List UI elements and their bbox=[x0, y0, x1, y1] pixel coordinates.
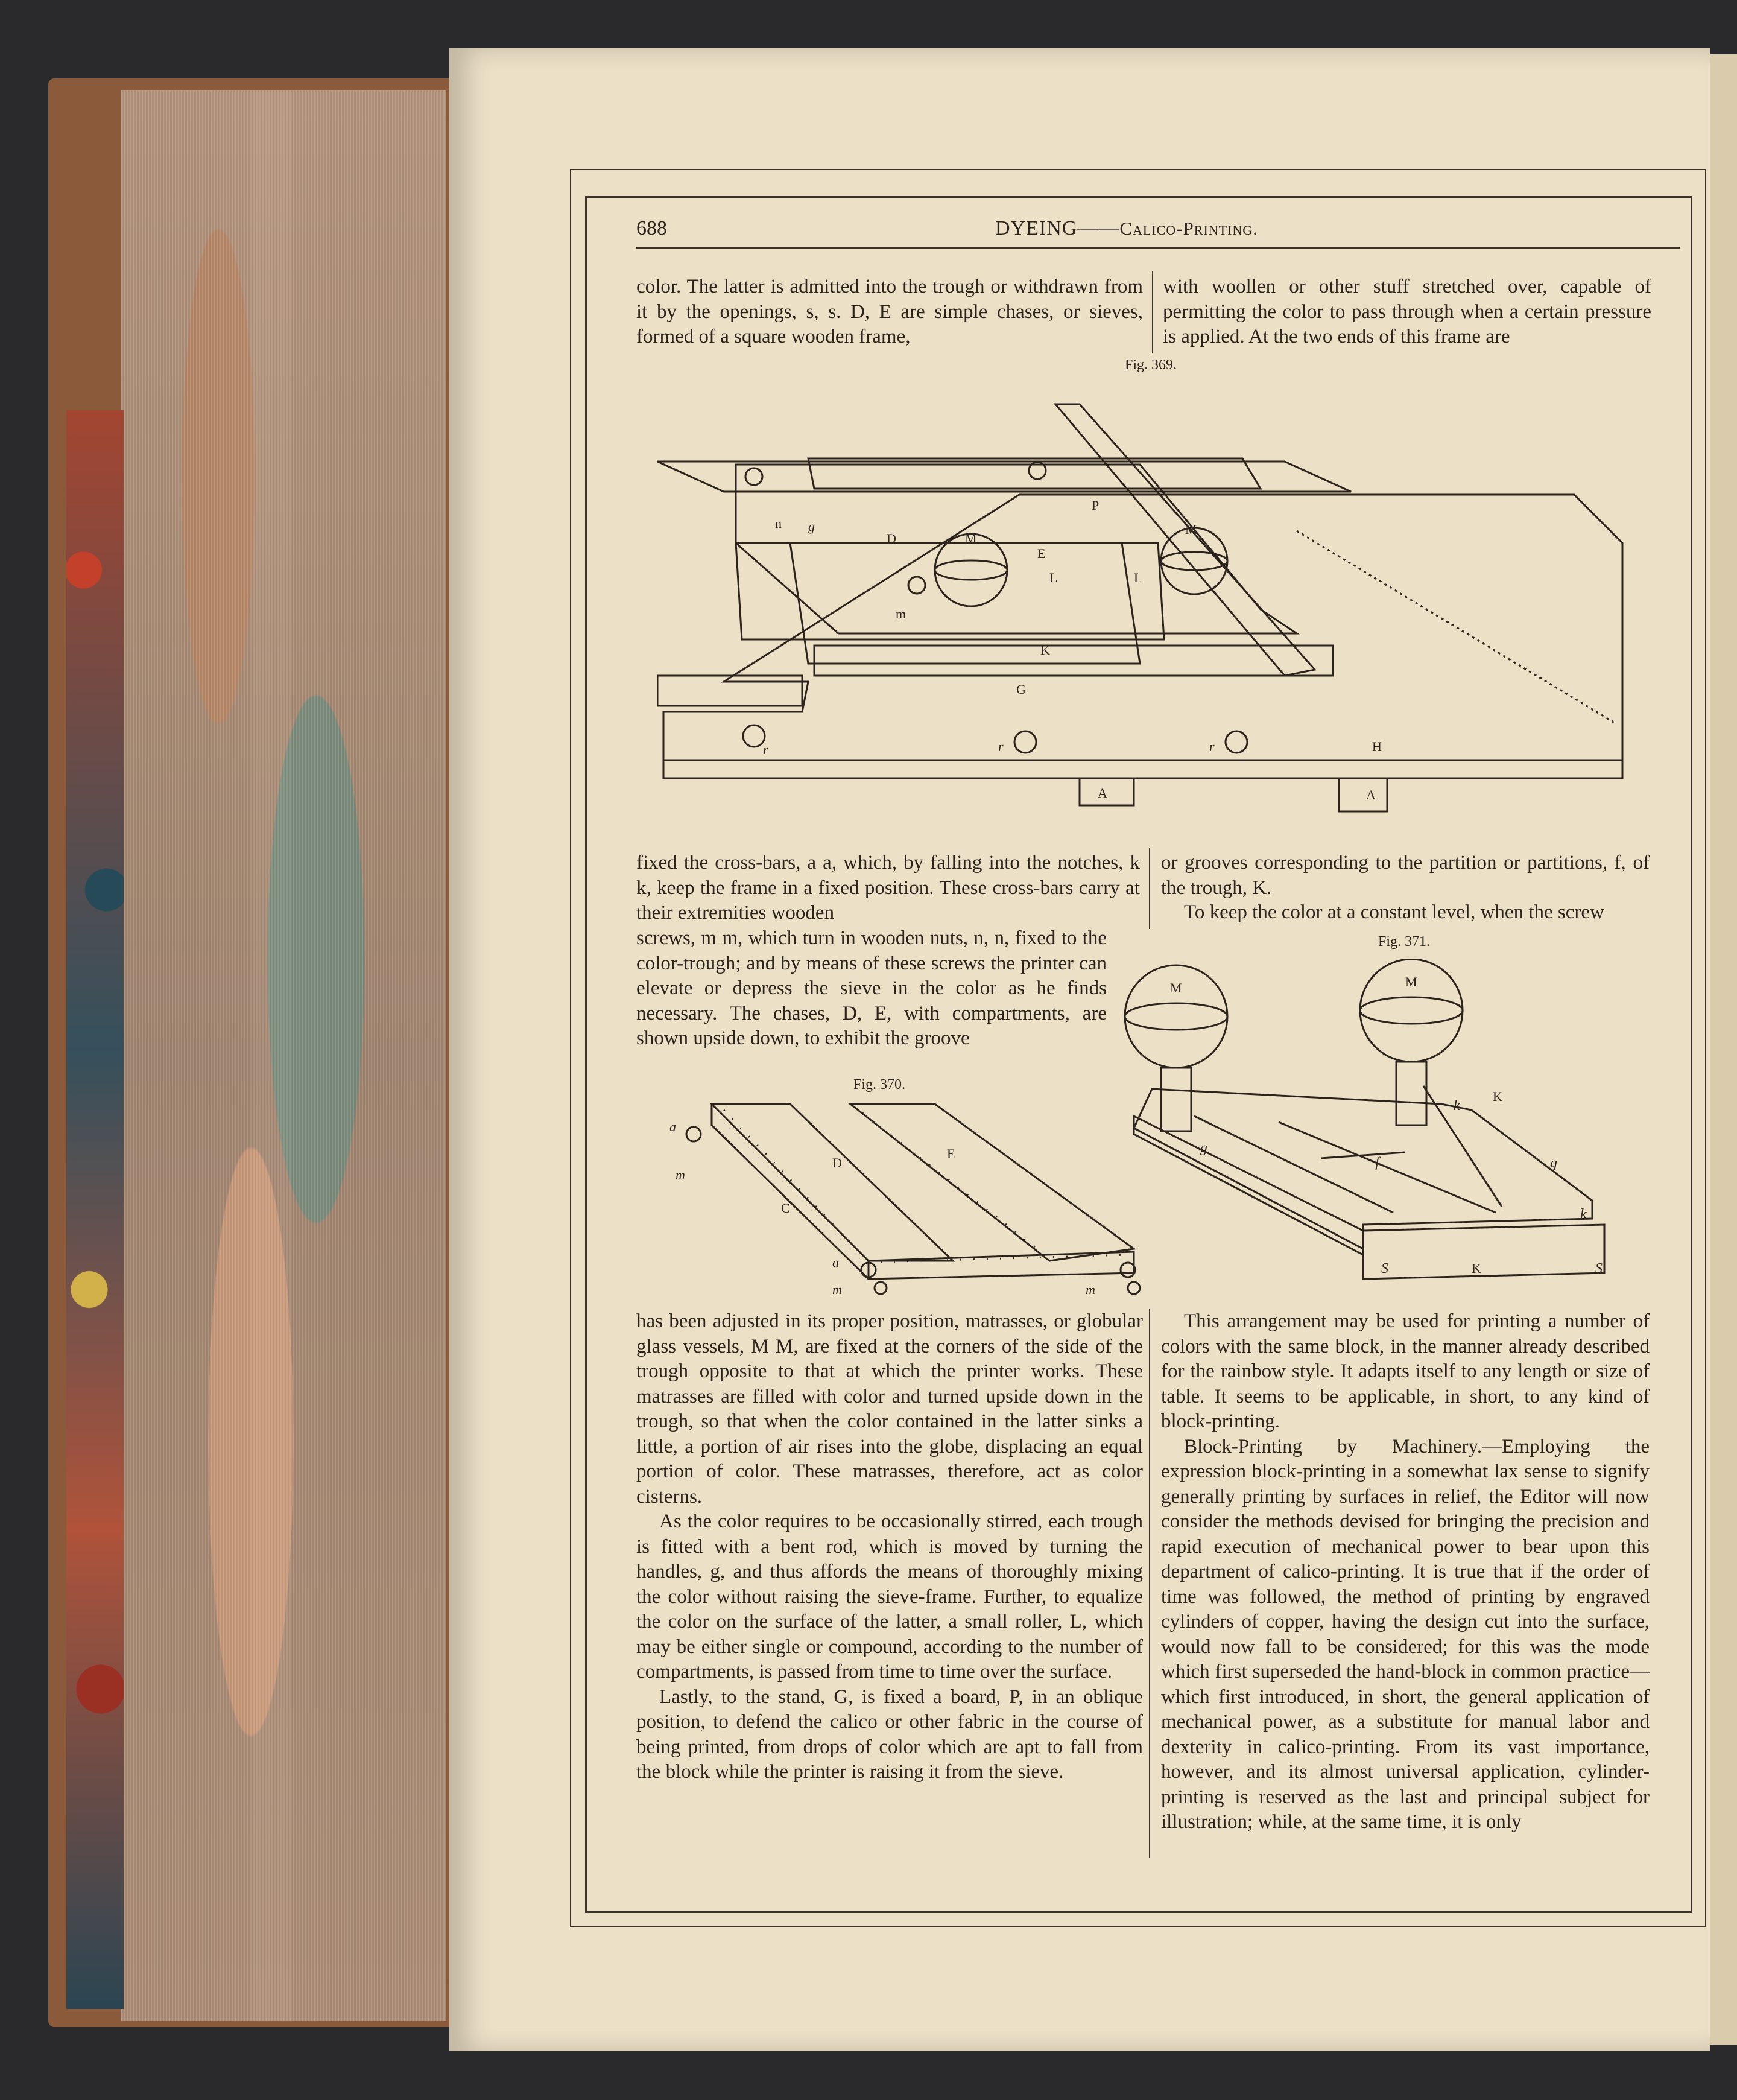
bottom-left-para-1: has been adjusted in its proper position, matrasses, or globular glass vessels, M M, are fixed at the corners of the side of the trough opposite to that at which the printer works. These matrasses are filled with color and turned upside down in the trough, so that when the color contained in the latter sinks a little, a portion of air rises into the globe, displacing an equal portion of color. These matrasses, therefore, act as color cisterns. bbox=[636, 1310, 1143, 1508]
bottom-left-para-3: Lastly, to the stand, G, is fixed a board, P, in an oblique position, to defend the calico or other fabric in the course of being printed, from drops of color which are apt to fall from the block while the printer is raising it from the sieve. bbox=[636, 1686, 1143, 1783]
svg-text:H: H bbox=[1372, 739, 1382, 754]
fig369-caption: Fig. 369. bbox=[1125, 357, 1177, 373]
svg-text:S: S bbox=[1595, 1261, 1603, 1277]
svg-text:C: C bbox=[781, 1201, 790, 1216]
marbled-edge bbox=[66, 410, 124, 2009]
running-title: DYEING——Calico-Printing. bbox=[995, 217, 1258, 240]
svg-text:m: m bbox=[676, 1167, 685, 1182]
svg-text:g: g bbox=[1200, 1140, 1207, 1156]
svg-text:m: m bbox=[896, 606, 906, 621]
svg-text:G: G bbox=[1016, 682, 1026, 697]
top-right-text: with woollen or other stuff stretched over, capable of permitting the color to pass through when a certain pressure is applied. At the two ends of this frame are bbox=[1163, 276, 1651, 347]
svg-text:E: E bbox=[1037, 546, 1046, 561]
fig370-illustration bbox=[663, 1098, 1146, 1303]
bottom-left-para-2: As the color requires to be occasionally stirred, each trough is fitted with a bent rod, which is moved by turning the handles, g, and thus affords the means of thoroughly mixing the color without raising the sieve-frame. Further, to equalize the color on the surface of the latter, a small roller, L, which may be either single or compound, according to the number of compartments, is passed from time to time over the surface. bbox=[636, 1511, 1143, 1683]
fig369-illustration bbox=[657, 386, 1634, 839]
svg-text:L: L bbox=[1049, 570, 1058, 585]
svg-text:A: A bbox=[1098, 785, 1107, 801]
column-rule-3 bbox=[1149, 1309, 1150, 1858]
svg-text:k: k bbox=[1454, 1098, 1460, 1114]
svg-text:m: m bbox=[1086, 1282, 1095, 1297]
mid-left-text-2: screws, m m, which turn in wooden nuts, n, n, fixed to the color-trough; and by means of these screws the printer can elevate or depress the sieve in the color as he finds necessary. The chases, D, E, with compartments, are shown upside down, to exhibit the groove bbox=[636, 927, 1107, 1049]
fig371-caption: Fig. 371. bbox=[1378, 934, 1431, 950]
svg-text:S: S bbox=[1381, 1261, 1388, 1277]
bottom-right-column bbox=[1161, 1309, 1650, 1835]
svg-text:M: M bbox=[1170, 980, 1182, 995]
book-page-edges bbox=[121, 90, 446, 2021]
svg-text:a: a bbox=[669, 1119, 676, 1134]
column-rule-2 bbox=[1149, 848, 1150, 929]
svg-text:g: g bbox=[1550, 1155, 1557, 1171]
fig370-caption: Fig. 370. bbox=[853, 1077, 906, 1093]
svg-text:K: K bbox=[1040, 642, 1050, 658]
page-number: 688 bbox=[636, 217, 667, 240]
svg-text:n: n bbox=[775, 516, 782, 531]
svg-text:m: m bbox=[832, 1282, 842, 1297]
header-rule bbox=[636, 247, 1680, 249]
mid-right-text-1: or grooves corresponding to the partition or partitions, f, of the trough, K. bbox=[1161, 852, 1650, 899]
svg-text:g: g bbox=[808, 519, 815, 534]
svg-text:K: K bbox=[1472, 1261, 1481, 1276]
bottom-right-para-2: Block-Printing by Machinery.—Employing the expression block-printing in a somewhat lax sense to signify generally printing by surfaces in relief, the Editor will now consider the methods devised for bringing the precision and rapid execution of mechanical power to bear upon this department of calico-printing. It is true that if the order of time was followed, the method of printing by engraved cylinders of copper, having the design cut into the surface, would now fall to be considered; for this was the mode which first superseded the hand-block in common practice—which first introduced, in short, the general application of mechanical power, as a substitute for manual labor and dexterity in calico-printing. From its vast importance, however, and its almost universal application, cylinder-printing is reserved as the last and principal subject for illustration; while, at the same time, it is only bbox=[1161, 1435, 1650, 1833]
mid-left-text-1: fixed the cross-bars, a a, which, by falling into the notches, k k, keep the frame in a fixed position. These cross-bars carry at their extremities wooden bbox=[636, 852, 1140, 924]
column-rule bbox=[1152, 271, 1153, 353]
svg-text:k: k bbox=[1580, 1207, 1587, 1222]
svg-text:f: f bbox=[1375, 1155, 1379, 1171]
fig371-illustration bbox=[1122, 959, 1653, 1297]
running-header bbox=[636, 217, 1680, 247]
bottom-left-column bbox=[636, 1309, 1143, 1785]
next-page-edge bbox=[1710, 54, 1737, 2045]
svg-text:r: r bbox=[763, 742, 768, 757]
svg-text:M: M bbox=[965, 531, 977, 546]
svg-text:M: M bbox=[1185, 522, 1197, 537]
svg-text:E: E bbox=[947, 1146, 955, 1161]
top-left-text: color. The latter is admitted into the trough or withdrawn from it by the openings, s, s. D, E are simple chases, or sieves, formed of a square wooden frame, bbox=[636, 276, 1143, 347]
svg-text:D: D bbox=[832, 1155, 842, 1170]
mid-right-text-2: To keep the color at a constant level, when the screw bbox=[1184, 901, 1604, 923]
svg-text:r: r bbox=[1209, 739, 1215, 754]
svg-text:D: D bbox=[887, 531, 896, 546]
svg-text:K: K bbox=[1493, 1089, 1502, 1104]
svg-text:A: A bbox=[1366, 787, 1376, 802]
svg-text:L: L bbox=[1134, 570, 1142, 585]
svg-text:M: M bbox=[1405, 974, 1417, 989]
svg-text:a: a bbox=[832, 1255, 839, 1270]
svg-text:r: r bbox=[998, 739, 1004, 754]
svg-text:P: P bbox=[1092, 498, 1099, 513]
bottom-right-para-1: This arrangement may be used for printing a number of colors with the same block, in the manner already described for the rainbow style. It adapts itself to any length or size of table. It seems to be applicable, in short, to any kind of block-printing. bbox=[1161, 1310, 1650, 1432]
